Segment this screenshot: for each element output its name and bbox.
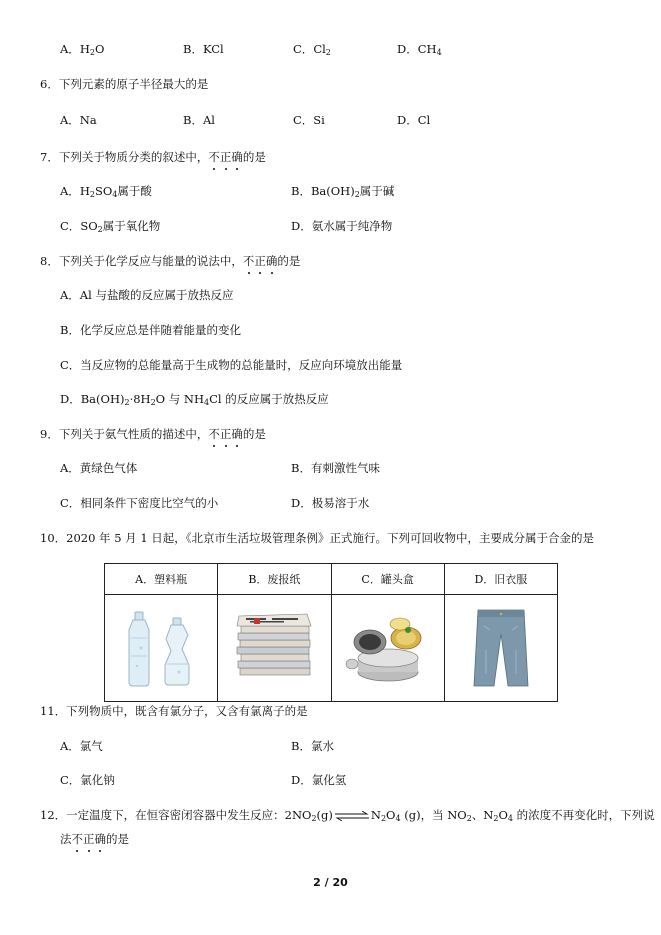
q7-option-c: C．$SO_2$属于氧化物: [60, 219, 161, 234]
q6-option-d: D．Cl: [397, 113, 431, 127]
q8-option-c: C．当反应物的总能量高于生成物的总能量时，反应向环境放出能量: [60, 358, 403, 372]
plastic-bottles-image: [119, 608, 203, 688]
q6-option-a: A．Na: [60, 113, 97, 127]
q7-stem: 7．下列关于物质分类的叙述中，不正确的是: [40, 150, 266, 164]
q10-image-a: [105, 595, 218, 702]
q10-header-b: B．废报纸: [218, 564, 331, 595]
q8-option-a: A．Al 与盐酸的反应属于放热反应: [60, 288, 234, 302]
q11-option-a: A．氯气: [60, 739, 103, 753]
q8-option-d: D．$Ba(OH)_2\cdot 8H_2O$ 与 $NH_4Cl$ 的反应属于放热反应: [60, 392, 329, 407]
equilibrium-arrow-icon: [333, 811, 371, 821]
q8-stem: 8．下列关于化学反应与能量的说法中，不正确的是: [40, 254, 301, 268]
q9-stem: 9．下列关于氨气性质的描述中，不正确的是: [40, 427, 266, 441]
q9-option-b: B．有刺激性气味: [291, 461, 380, 475]
q10-image-b: [218, 595, 331, 702]
page-number: 2 / 20: [313, 876, 348, 889]
q8-option-b: B．化学反应总是伴随着能量的变化: [60, 323, 241, 337]
q11-stem: 11．下列物质中，既含有氯分子，又含有氯离子的是: [40, 704, 308, 718]
q5-option-c: C．$Cl_2$: [293, 42, 331, 57]
q6-option-b: B．Al: [183, 113, 215, 127]
q10-options-table: [104, 563, 558, 702]
q7-option-d: D．氨水属于纯净物: [291, 219, 393, 233]
q11-option-d: D．氯化氢: [291, 773, 347, 787]
q10-header-c: C．罐头盒: [331, 564, 444, 595]
q10-header-d: D．旧衣服: [444, 564, 557, 595]
jeans-image: [470, 606, 532, 690]
q9-option-a: A．黄绿色气体: [60, 461, 138, 475]
q12-stem-line2: 法不正确的是: [60, 832, 129, 846]
bottle-left: [129, 612, 149, 686]
q5-option-a: A．$H_2O$: [60, 42, 105, 57]
tin-cans-image: [342, 610, 434, 686]
q12-stem-line1: 12．一定温度下，在恒容密闭容器中发生反应：$2NO_2(g)$ $N_2O_4$ (g)，当 $NO_2$、$N_2O_4$ 的浓度不再变化时，下列说: [40, 808, 655, 823]
q6-stem: 6．下列元素的原子半径最大的是: [40, 77, 209, 91]
q10-stem: 10．2020 年 5 月 1 日起，《北京市生活垃圾管理条例》正式施行。下列可回收物中，主要成分属于合金的是: [40, 531, 595, 545]
newspaper-stack-image: [232, 610, 316, 686]
q10-image-c: [331, 595, 444, 702]
q9-option-d: D．极易溶于水: [291, 496, 370, 510]
q10-image-d: [444, 595, 557, 702]
bottle-right: [165, 618, 189, 685]
q6-option-c: C．Si: [293, 113, 325, 127]
q10-header-a: A．塑料瓶: [105, 564, 218, 595]
q5-option-b: B．KCl: [183, 42, 224, 56]
q5-option-d: D．$CH_4$: [397, 42, 442, 57]
q11-option-b: B．氯水: [291, 739, 334, 753]
q7-option-b: B．$Ba(OH)_2$属于碱: [291, 184, 395, 199]
q9-option-c: C．相同条件下密度比空气的小: [60, 496, 219, 510]
q7-option-a: A．$H_2SO_4$属于酸: [60, 184, 152, 199]
q11-option-c: C．氯化钠: [60, 773, 115, 787]
